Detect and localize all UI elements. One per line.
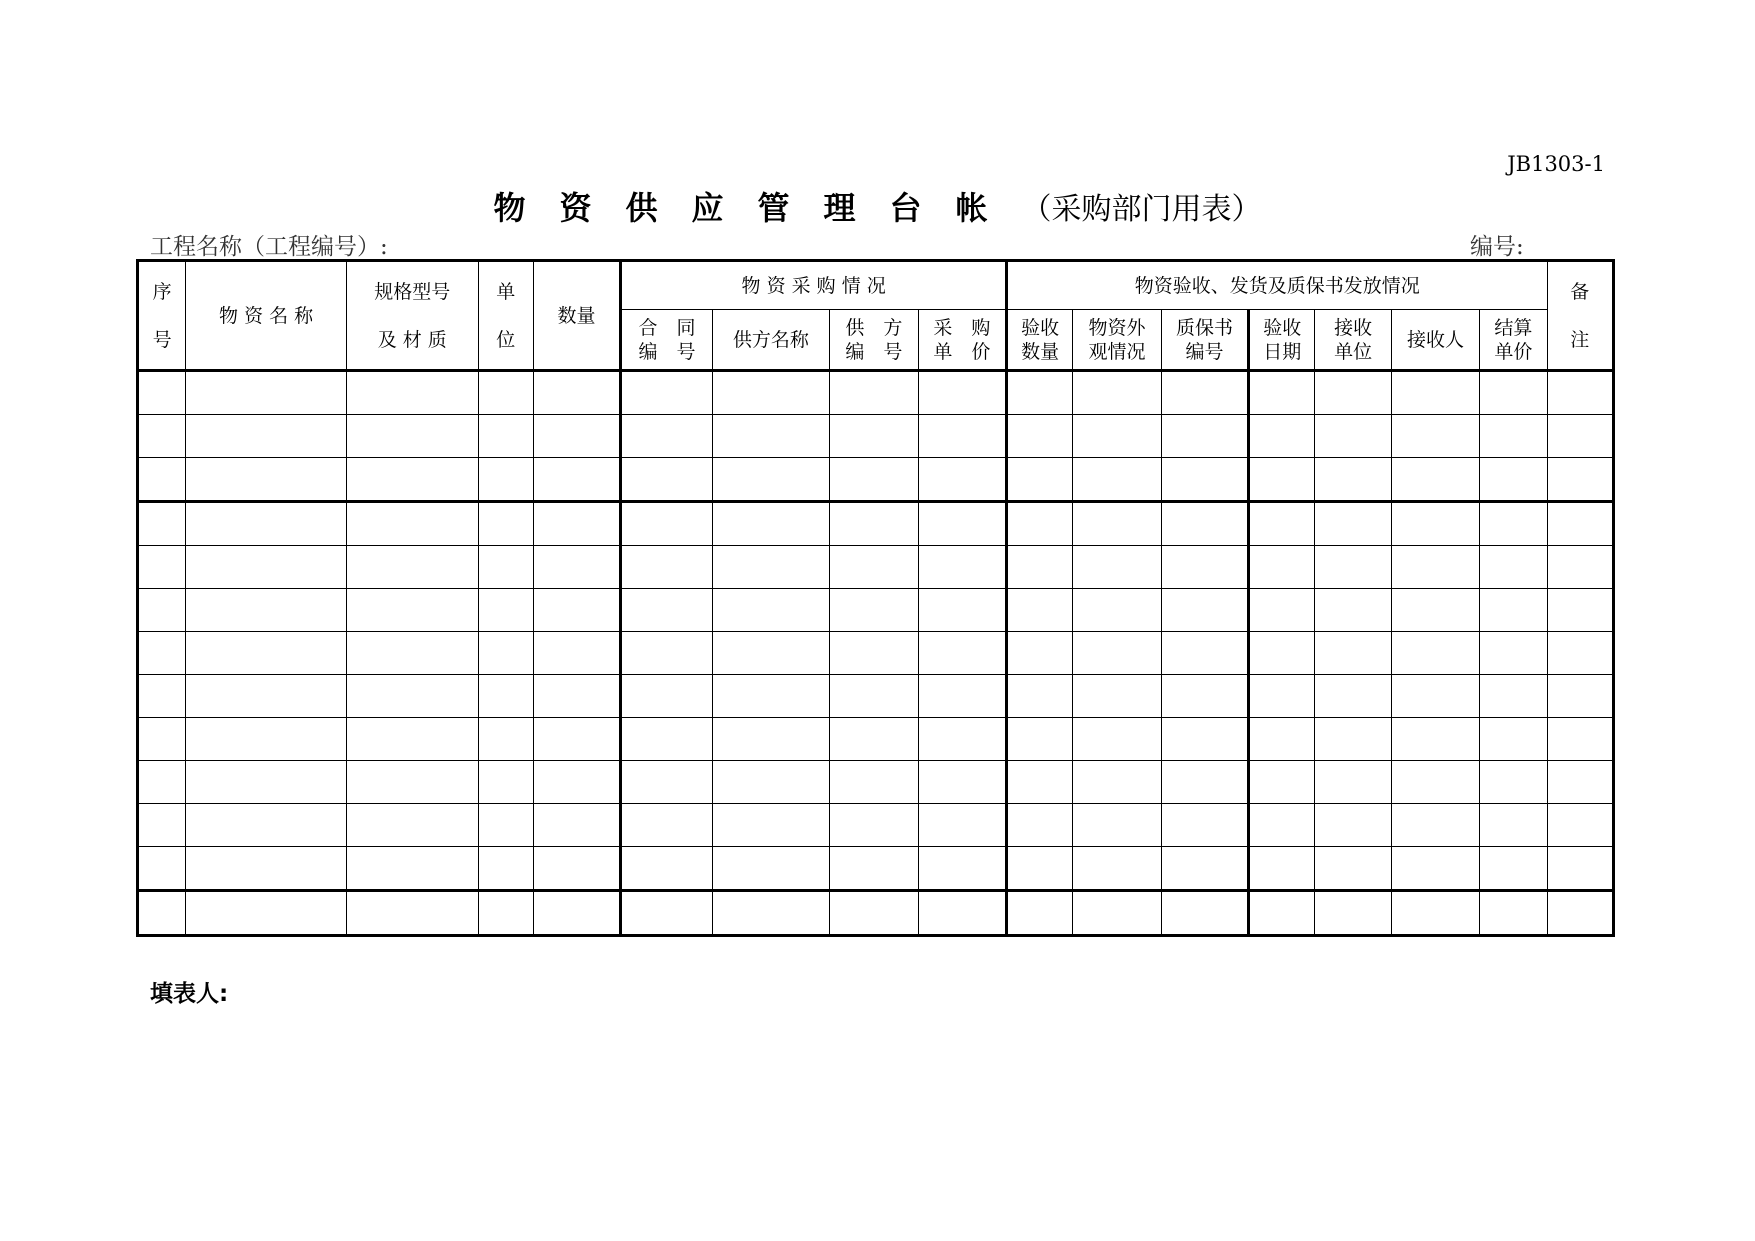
- table-cell[interactable]: [1391, 589, 1479, 632]
- table-cell[interactable]: [1547, 589, 1613, 632]
- table-cell[interactable]: [533, 891, 620, 936]
- table-cell[interactable]: [1007, 891, 1073, 936]
- table-cell[interactable]: [918, 371, 1006, 415]
- table-cell[interactable]: [1480, 458, 1547, 502]
- table-cell[interactable]: [830, 804, 918, 847]
- table-cell[interactable]: [186, 632, 347, 675]
- table-cell[interactable]: [918, 502, 1006, 546]
- table-cell[interactable]: [346, 891, 478, 936]
- table-cell[interactable]: [1391, 632, 1479, 675]
- table-row: [138, 847, 1614, 891]
- header-quantity: 数量: [533, 261, 620, 371]
- table-cell[interactable]: [1315, 546, 1391, 589]
- table-cell[interactable]: [621, 546, 712, 589]
- table-cell[interactable]: [1315, 415, 1391, 458]
- table-cell[interactable]: [533, 761, 620, 804]
- table-cell[interactable]: [478, 546, 533, 589]
- table-cell[interactable]: [830, 415, 918, 458]
- table-cell[interactable]: [478, 891, 533, 936]
- table-cell[interactable]: [1007, 804, 1073, 847]
- table-cell[interactable]: [1391, 675, 1479, 718]
- table-cell[interactable]: [533, 632, 620, 675]
- table-cell[interactable]: [1007, 458, 1073, 502]
- table-cell[interactable]: [1391, 546, 1479, 589]
- table-cell[interactable]: [1073, 415, 1161, 458]
- table-cell[interactable]: [346, 632, 478, 675]
- table-cell[interactable]: [138, 502, 186, 546]
- table-cell[interactable]: [533, 502, 620, 546]
- table-cell[interactable]: [830, 718, 918, 761]
- table-cell[interactable]: [186, 718, 347, 761]
- table-cell[interactable]: [1315, 589, 1391, 632]
- table-cell[interactable]: [346, 502, 478, 546]
- header-receiver: 接收人: [1391, 310, 1479, 371]
- table-cell[interactable]: [1547, 632, 1613, 675]
- table-cell[interactable]: [830, 502, 918, 546]
- table-cell[interactable]: [1391, 458, 1479, 502]
- table-cell[interactable]: [186, 847, 347, 891]
- table-cell[interactable]: [1161, 415, 1248, 458]
- table-cell[interactable]: [1315, 632, 1391, 675]
- table-cell[interactable]: [346, 847, 478, 891]
- data-rows: [138, 371, 1614, 936]
- header-supplier-name: 供方名称: [712, 310, 830, 371]
- table-cell[interactable]: [830, 761, 918, 804]
- header-material-name: 物 资 名 称: [186, 261, 347, 371]
- table-cell[interactable]: [478, 675, 533, 718]
- table-cell[interactable]: [1315, 761, 1391, 804]
- table-row: [138, 458, 1614, 502]
- table-cell[interactable]: [621, 761, 712, 804]
- table-cell[interactable]: [1073, 761, 1161, 804]
- table-cell[interactable]: [1007, 847, 1073, 891]
- table-cell[interactable]: [186, 415, 347, 458]
- table-cell[interactable]: [621, 415, 712, 458]
- table-cell[interactable]: [138, 546, 186, 589]
- table-cell[interactable]: [186, 546, 347, 589]
- table-cell[interactable]: [1547, 458, 1613, 502]
- table-cell[interactable]: [138, 804, 186, 847]
- header-acceptance-group: 物资验收、发货及质保书发放情况: [1007, 261, 1548, 310]
- table-cell[interactable]: [1007, 589, 1073, 632]
- table-cell[interactable]: [621, 847, 712, 891]
- table-cell[interactable]: [1161, 891, 1248, 936]
- table-cell[interactable]: [918, 632, 1006, 675]
- title-main: 物资供应管理台帐: [493, 189, 1022, 227]
- table-cell[interactable]: [1391, 847, 1479, 891]
- table-cell[interactable]: [918, 458, 1006, 502]
- table-cell[interactable]: [1480, 718, 1547, 761]
- table-cell[interactable]: [186, 589, 347, 632]
- table-cell[interactable]: [712, 718, 830, 761]
- table-cell[interactable]: [346, 761, 478, 804]
- table-cell[interactable]: [1073, 589, 1161, 632]
- table-cell[interactable]: [1249, 632, 1315, 675]
- table-cell[interactable]: [1073, 502, 1161, 546]
- serial-number-label: 编号:: [1470, 234, 1524, 260]
- table-cell[interactable]: [712, 632, 830, 675]
- table-cell[interactable]: [1249, 458, 1315, 502]
- table-cell[interactable]: [138, 891, 186, 936]
- table-cell[interactable]: [1547, 502, 1613, 546]
- table-row: [138, 589, 1614, 632]
- header-purchase-price: 采 购 单 价: [918, 310, 1006, 371]
- table-cell[interactable]: [1161, 458, 1248, 502]
- table-cell[interactable]: [1249, 847, 1315, 891]
- header-warranty-no: 质保书 编号: [1161, 310, 1248, 371]
- table-cell[interactable]: [712, 589, 830, 632]
- table-cell[interactable]: [138, 761, 186, 804]
- table-cell[interactable]: [621, 891, 712, 936]
- table-cell[interactable]: [712, 847, 830, 891]
- table-cell[interactable]: [621, 371, 712, 415]
- table-cell[interactable]: [712, 546, 830, 589]
- table-cell[interactable]: [138, 371, 186, 415]
- table-cell[interactable]: [1547, 761, 1613, 804]
- table-cell[interactable]: [1249, 546, 1315, 589]
- table-cell[interactable]: [1315, 371, 1391, 415]
- table-cell[interactable]: [1007, 718, 1073, 761]
- table-cell[interactable]: [138, 718, 186, 761]
- table-row: [138, 371, 1614, 415]
- header-supplier-no: 供 方 编 号: [830, 310, 918, 371]
- header-purchase-group: 物 资 采 购 情 况: [621, 261, 1007, 310]
- table-cell[interactable]: [478, 804, 533, 847]
- table-cell[interactable]: [138, 675, 186, 718]
- table-cell[interactable]: [1391, 761, 1479, 804]
- table-row: [138, 502, 1614, 546]
- table-cell[interactable]: [533, 718, 620, 761]
- table-cell[interactable]: [712, 761, 830, 804]
- table-row: [138, 761, 1614, 804]
- table-row: [138, 718, 1614, 761]
- table-cell[interactable]: [712, 371, 830, 415]
- title-subtitle: （采购部门用表）: [1021, 192, 1262, 227]
- table-cell[interactable]: [1391, 804, 1479, 847]
- table-cell[interactable]: [186, 458, 347, 502]
- table-cell[interactable]: [186, 675, 347, 718]
- table-cell[interactable]: [830, 891, 918, 936]
- header-remark: 备 注: [1547, 261, 1613, 371]
- table-cell[interactable]: [533, 675, 620, 718]
- table-cell[interactable]: [621, 718, 712, 761]
- table-cell[interactable]: [1073, 891, 1161, 936]
- table-cell[interactable]: [712, 675, 830, 718]
- table-cell[interactable]: [1007, 415, 1073, 458]
- table-cell[interactable]: [478, 415, 533, 458]
- project-name-label: 工程名称（工程编号）:: [150, 234, 388, 260]
- table-cell[interactable]: [712, 891, 830, 936]
- table-row: [138, 546, 1614, 589]
- table-cell[interactable]: [1547, 847, 1613, 891]
- table-cell[interactable]: [346, 371, 478, 415]
- table-cell[interactable]: [1391, 891, 1479, 936]
- table-cell[interactable]: [1249, 761, 1315, 804]
- table-cell[interactable]: [830, 589, 918, 632]
- table-cell[interactable]: [1547, 804, 1613, 847]
- table-cell[interactable]: [830, 458, 918, 502]
- table-cell[interactable]: [918, 415, 1006, 458]
- table-cell[interactable]: [621, 589, 712, 632]
- table-cell[interactable]: [1480, 502, 1547, 546]
- table-cell[interactable]: [1249, 415, 1315, 458]
- table-cell[interactable]: [533, 371, 620, 415]
- table-cell[interactable]: [346, 458, 478, 502]
- header-row-1: [138, 261, 1614, 310]
- table-cell[interactable]: [830, 546, 918, 589]
- table-cell[interactable]: [1480, 371, 1547, 415]
- table-cell[interactable]: [478, 847, 533, 891]
- table-cell[interactable]: [478, 589, 533, 632]
- table-row: [138, 415, 1614, 458]
- table-cell[interactable]: [830, 847, 918, 891]
- table-cell[interactable]: [1249, 675, 1315, 718]
- table-cell[interactable]: [1391, 371, 1479, 415]
- table-cell[interactable]: [138, 847, 186, 891]
- header-settle-price: 结算 单价: [1480, 310, 1547, 371]
- table-cell[interactable]: [1073, 804, 1161, 847]
- header-seq: 序 号: [138, 261, 186, 371]
- table-row: [138, 891, 1614, 936]
- table-cell[interactable]: [1391, 502, 1479, 546]
- table-cell[interactable]: [1073, 847, 1161, 891]
- table-cell[interactable]: [1161, 761, 1248, 804]
- table-cell[interactable]: [1007, 546, 1073, 589]
- table-cell[interactable]: [1161, 371, 1248, 415]
- ledger-table: [136, 259, 1615, 937]
- table-cell[interactable]: [533, 546, 620, 589]
- table-cell[interactable]: [1480, 675, 1547, 718]
- table-cell[interactable]: [621, 675, 712, 718]
- table-cell[interactable]: [621, 632, 712, 675]
- table-cell[interactable]: [918, 589, 1006, 632]
- table-cell[interactable]: [186, 804, 347, 847]
- table-cell[interactable]: [478, 458, 533, 502]
- table-cell[interactable]: [1007, 632, 1073, 675]
- header-spec: 规格型号 及 材 质: [346, 261, 478, 371]
- table-cell[interactable]: [1315, 458, 1391, 502]
- page-title: [0, 183, 1755, 229]
- table-cell[interactable]: [1315, 502, 1391, 546]
- table-cell[interactable]: [918, 675, 1006, 718]
- table-cell[interactable]: [621, 458, 712, 502]
- table-cell[interactable]: [186, 891, 347, 936]
- table-cell[interactable]: [1391, 415, 1479, 458]
- table-cell[interactable]: [1007, 371, 1073, 415]
- table-cell[interactable]: [346, 546, 478, 589]
- table-cell[interactable]: [533, 415, 620, 458]
- table-cell[interactable]: [533, 458, 620, 502]
- table-cell[interactable]: [1073, 718, 1161, 761]
- filler-label: 填表人:: [150, 981, 229, 1007]
- table-cell[interactable]: [533, 589, 620, 632]
- table-cell[interactable]: [918, 804, 1006, 847]
- table-cell[interactable]: [1073, 675, 1161, 718]
- table-cell[interactable]: [1161, 546, 1248, 589]
- table-cell[interactable]: [1007, 502, 1073, 546]
- table-cell[interactable]: [1007, 675, 1073, 718]
- table-cell[interactable]: [918, 546, 1006, 589]
- table-cell[interactable]: [1161, 589, 1248, 632]
- table-cell[interactable]: [1073, 546, 1161, 589]
- table-row: [138, 632, 1614, 675]
- table-cell[interactable]: [1315, 675, 1391, 718]
- table-cell[interactable]: [533, 804, 620, 847]
- table-cell[interactable]: [478, 761, 533, 804]
- table-cell[interactable]: [1391, 718, 1479, 761]
- table-row: [138, 804, 1614, 847]
- table-cell[interactable]: [1161, 632, 1248, 675]
- table-cell[interactable]: [1073, 632, 1161, 675]
- table-cell[interactable]: [1161, 675, 1248, 718]
- table-cell[interactable]: [1480, 804, 1547, 847]
- table-cell[interactable]: [346, 804, 478, 847]
- table-cell[interactable]: [1249, 589, 1315, 632]
- table-cell[interactable]: [1547, 371, 1613, 415]
- table-cell[interactable]: [1315, 847, 1391, 891]
- table-cell[interactable]: [346, 415, 478, 458]
- table-cell[interactable]: [1249, 804, 1315, 847]
- table-cell[interactable]: [1073, 458, 1161, 502]
- table-cell[interactable]: [918, 718, 1006, 761]
- table-cell[interactable]: [478, 718, 533, 761]
- table-cell[interactable]: [138, 415, 186, 458]
- table-row: [138, 675, 1614, 718]
- table-cell[interactable]: [346, 718, 478, 761]
- table-cell[interactable]: [1547, 718, 1613, 761]
- table-cell[interactable]: [1161, 847, 1248, 891]
- table-cell[interactable]: [1547, 415, 1613, 458]
- table-cell[interactable]: [1480, 589, 1547, 632]
- header-accept-date: 验收 日期: [1249, 310, 1315, 371]
- table-cell[interactable]: [1161, 718, 1248, 761]
- table-cell[interactable]: [1547, 891, 1613, 936]
- table-cell[interactable]: [1480, 891, 1547, 936]
- table-cell[interactable]: [1249, 718, 1315, 761]
- table-cell[interactable]: [1315, 718, 1391, 761]
- table-cell[interactable]: [1073, 371, 1161, 415]
- table-cell[interactable]: [1480, 546, 1547, 589]
- table-cell[interactable]: [918, 761, 1006, 804]
- table-cell[interactable]: [1480, 415, 1547, 458]
- table-cell[interactable]: [830, 371, 918, 415]
- table-cell[interactable]: [1007, 761, 1073, 804]
- table-cell[interactable]: [712, 502, 830, 546]
- table-cell[interactable]: [1161, 502, 1248, 546]
- table-cell[interactable]: [1480, 761, 1547, 804]
- table-cell[interactable]: [1161, 804, 1248, 847]
- table-cell[interactable]: [478, 632, 533, 675]
- header-contract-no: 合 同 编 号: [621, 310, 712, 371]
- table-cell[interactable]: [1480, 847, 1547, 891]
- table-cell[interactable]: [478, 371, 533, 415]
- table-cell[interactable]: [1547, 546, 1613, 589]
- table-cell[interactable]: [186, 371, 347, 415]
- form-code: JB1303-1: [1507, 152, 1605, 176]
- table-cell[interactable]: [918, 891, 1006, 936]
- table-cell[interactable]: [1249, 891, 1315, 936]
- table-cell[interactable]: [1249, 502, 1315, 546]
- table-cell[interactable]: [918, 847, 1006, 891]
- table-cell[interactable]: [186, 761, 347, 804]
- table-cell[interactable]: [1315, 804, 1391, 847]
- table-cell[interactable]: [346, 675, 478, 718]
- header-accept-qty: 验收 数量: [1007, 310, 1073, 371]
- header-appearance: 物资外 观情况: [1073, 310, 1161, 371]
- table-cell[interactable]: [712, 804, 830, 847]
- table-cell[interactable]: [1249, 371, 1315, 415]
- table-cell[interactable]: [712, 415, 830, 458]
- table-cell[interactable]: [621, 502, 712, 546]
- table-cell[interactable]: [830, 675, 918, 718]
- table-cell[interactable]: [138, 589, 186, 632]
- header-unit: 单 位: [478, 261, 533, 371]
- table-cell[interactable]: [1480, 632, 1547, 675]
- table-cell[interactable]: [621, 804, 712, 847]
- table-cell[interactable]: [478, 502, 533, 546]
- table-cell[interactable]: [138, 458, 186, 502]
- table-cell[interactable]: [1547, 675, 1613, 718]
- table-cell[interactable]: [533, 847, 620, 891]
- table-cell[interactable]: [346, 589, 478, 632]
- table-cell[interactable]: [712, 458, 830, 502]
- table-cell[interactable]: [186, 502, 347, 546]
- header-receive-unit: 接收 单位: [1315, 310, 1391, 371]
- table-cell[interactable]: [830, 632, 918, 675]
- table-cell[interactable]: [138, 632, 186, 675]
- table-cell[interactable]: [1315, 891, 1391, 936]
